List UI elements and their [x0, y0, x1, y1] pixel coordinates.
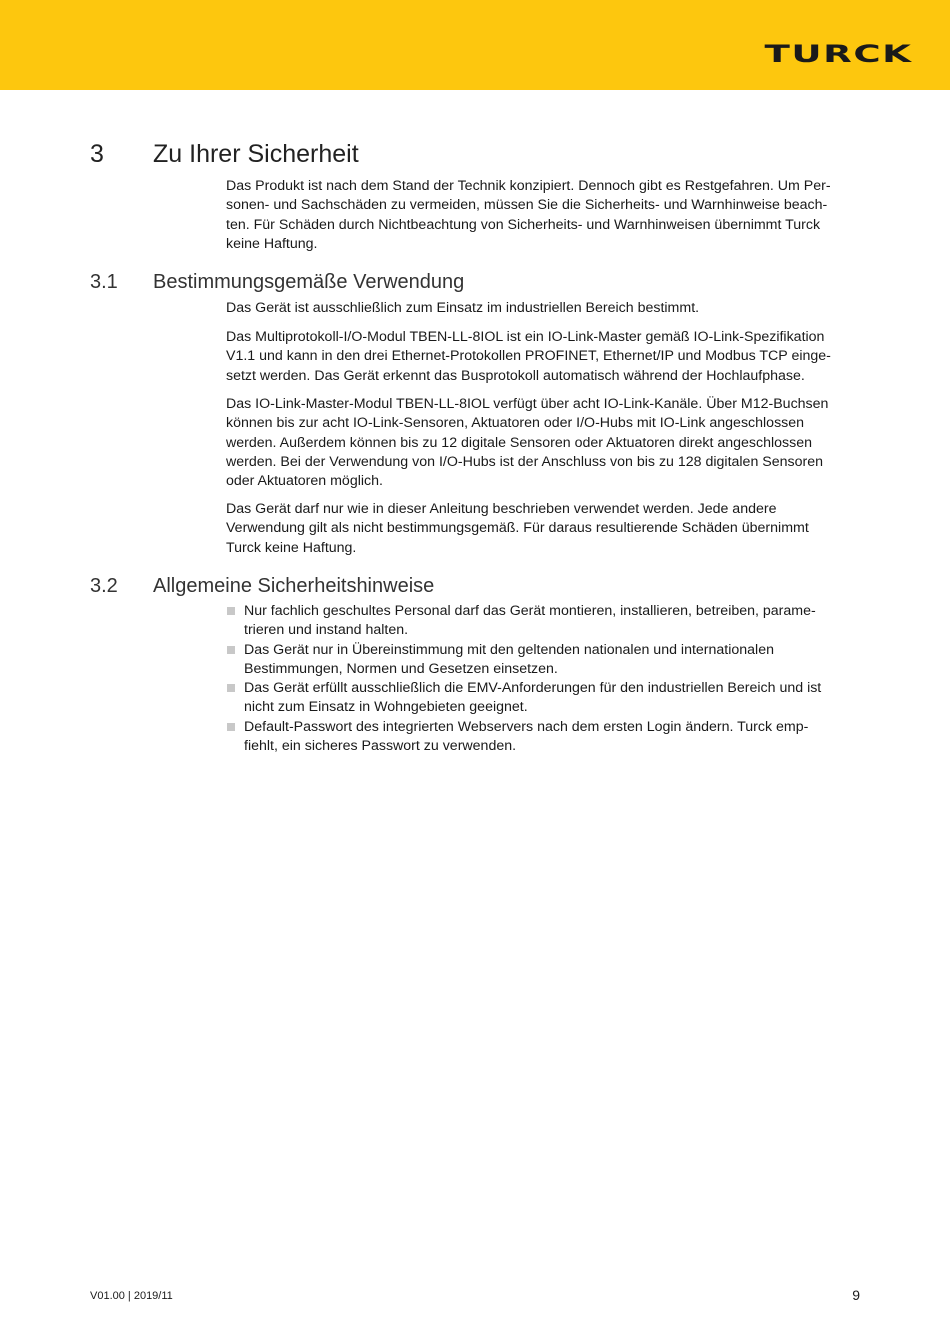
- paragraph: Das IO-Link-Master-Modul TBEN-LL-8IOL verfügt über acht IO-Link-Kanäle. Über M12-Buchsen können bis zur acht IO-Link-Sensoren, Aktuatoren oder I/O-Hubs mit IO-Link angeschlossen werden. Außerdem können bis zu 12 digitale Sensoren oder Aktuatoren direkt angeschlossen werden. Bei der Verwendung von I/O-Hubs ist der Anschluss von bis zu 128 digitalen Sensoren oder Aktuatoren möglich.: [226, 396, 829, 490]
- paragraph: Das Gerät darf nur wie in dieser Anleitung beschrieben verwendet werden. Jede andere Verwendung gilt als nicht bestimmungsgemäß. Für daraus resultierende Schäden übernimmt Turck keine Haftung.: [226, 501, 809, 556]
- section-title: Allgemeine Sicherheitshinweise: [153, 575, 435, 597]
- header-band: [0, 0, 950, 90]
- list-item: Default-Passwort des integrierten Webservers nach dem ersten Login ändern. Turck emp- fiehlt, ein sicheres Passwort zu verwenden.: [226, 718, 866, 757]
- safety-list: [226, 602, 866, 756]
- list-item: Das Gerät nur in Übereinstimmung mit den geltenden nationalen und internationalen Bestimmungen, Normen und Gesetzen einsetzen.: [226, 641, 866, 680]
- section-number: 3.1: [90, 271, 118, 293]
- list-item: Das Gerät erfüllt ausschließlich die EMV-Anforderungen für den industriellen Bereich und ist nicht zum Einsatz in Wohngebieten geeignet.: [226, 679, 866, 718]
- paragraph: Das Multiprotokoll-I/O-Modul TBEN-LL-8IOL ist ein IO-Link-Master gemäß IO-Link-Spezifikation V1.1 und kann in den drei Ethernet-Protokollen PROFINET, Ethernet/IP und Modbus TCP einge- setzt werden. Das Gerät erkennt das Busprotokoll automatisch während der Hochlaufphase.: [226, 329, 831, 384]
- section-title: Zu Ihrer Sicherheit: [153, 140, 359, 168]
- square-bullet-icon: [227, 723, 235, 731]
- square-bullet-icon: [227, 684, 235, 692]
- section-3-intro: Das Produkt ist nach dem Stand der Technik konzipiert. Dennoch gibt es Restgefahren. Um Per- sonen- und Sachschäden zu vermeiden, müssen Sie die Sicherheits- und Warnhinweise beach- ten. Für Schäden durch Nichtbeachtung von Sicherheits- und Warnhinweisen übernimmt Turck keine Haftung.: [226, 178, 831, 252]
- section-title: Bestimmungsgemäße Verwendung: [153, 271, 465, 293]
- page-number: 9: [852, 1287, 860, 1303]
- section-number: 3: [90, 140, 104, 168]
- paragraph: Das Gerät ist ausschließlich zum Einsatz im industriellen Bereich bestimmt.: [226, 300, 700, 316]
- footer-version: V01.00 | 2019/11: [90, 1290, 173, 1302]
- list-item: Nur fachlich geschultes Personal darf das Gerät montieren, installieren, betreiben, parame- trieren und instand halten.: [226, 602, 866, 641]
- section-number: 3.2: [90, 575, 118, 597]
- square-bullet-icon: [227, 607, 235, 615]
- turck-logo: TURCK: [764, 40, 913, 68]
- square-bullet-icon: [227, 646, 235, 654]
